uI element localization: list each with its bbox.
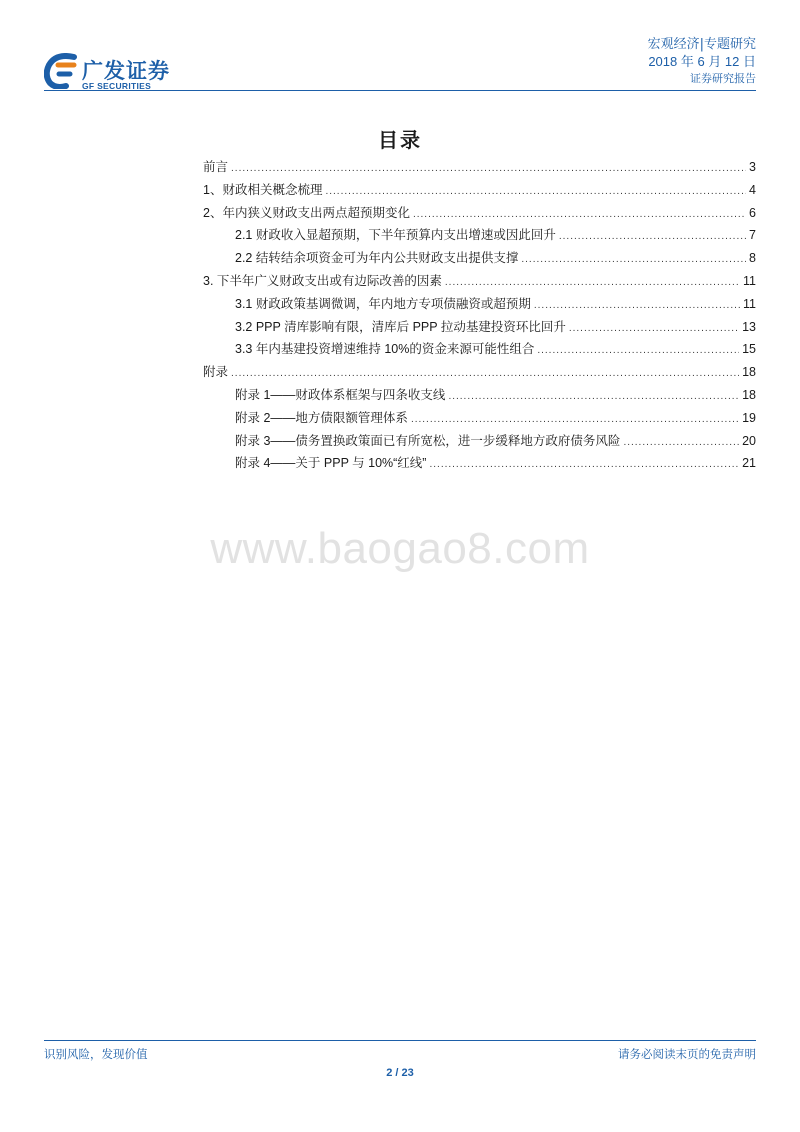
toc-entry[interactable] <box>203 362 756 385</box>
toc-leader-dots <box>559 231 746 242</box>
toc-entry-page: 21 <box>742 456 756 471</box>
toc-leader-dots <box>231 368 739 379</box>
report-date: 2018 年 6 月 12 日 <box>648 54 756 69</box>
footer-slogan: 识别风险，发现价值 <box>44 1047 148 1061</box>
company-logo <box>44 53 184 93</box>
toc-entry-page: 6 <box>749 205 756 220</box>
toc-entry-page: 11 <box>743 273 756 288</box>
toc-subentry[interactable] <box>203 248 756 271</box>
toc-entry-label: 附录 1——财政体系框架与四条收支线 <box>235 387 446 402</box>
page-number: 2 / 23 <box>386 1067 414 1079</box>
toc-leader-dots <box>448 391 739 402</box>
toc-leader-dots <box>411 414 739 425</box>
toc-leader-dots <box>413 209 746 220</box>
toc-entry-page: 13 <box>742 319 756 334</box>
toc-leader-dots <box>231 163 746 174</box>
toc-subentry[interactable] <box>203 339 756 362</box>
toc-entry-page: 7 <box>749 228 756 243</box>
toc-entry-page: 4 <box>749 182 756 197</box>
toc-entry-label: 3.3 年内基建投资增速维持 10%的资金来源可能性组合 <box>235 342 535 357</box>
footer-disclaimer-note: 请务必阅读末页的免责声明 <box>618 1047 756 1061</box>
toc-subentry[interactable] <box>203 453 756 476</box>
logo-chinese-name: 广发证券 <box>82 59 170 83</box>
watermark: www.baogao8.com <box>210 524 590 573</box>
toc-leader-dots <box>521 254 746 265</box>
toc-leader-dots <box>623 437 739 448</box>
toc-entry-label: 附录 2——地方债限额管理体系 <box>235 410 408 425</box>
toc-entry-label: 2.2 结转结余项资金可为年内公共财政支出提供支撑 <box>235 251 519 266</box>
toc-subentry[interactable] <box>203 408 756 431</box>
toc-subentry[interactable] <box>203 431 756 454</box>
gf-securities-logo-icon <box>44 53 78 89</box>
toc-leader-dots <box>445 277 740 288</box>
toc-entry-label: 2、年内狭义财政支出两点超预期变化 <box>203 205 410 220</box>
toc-entry-page: 3 <box>749 160 756 174</box>
report-category: 宏观经济|专题研究 <box>647 37 756 52</box>
toc-entry-label: 附录 4——关于 PPP 与 10%“红线” <box>235 456 427 471</box>
toc-entry-page: 15 <box>742 342 756 357</box>
footer-divider <box>44 1040 756 1041</box>
toc-subentry[interactable] <box>203 225 756 248</box>
toc-entry-label: 3.2 PPP 清库影响有限，清库后 PPP 拉动基建投资环比回升 <box>235 319 566 334</box>
toc-entry-label: 1、财政相关概念梳理 <box>203 182 323 197</box>
toc-entry[interactable] <box>203 157 756 180</box>
toc-title: 目录 <box>378 128 422 152</box>
toc-subentry[interactable] <box>203 385 756 408</box>
toc-entry-label: 3. 下半年广义财政支出或有边际改善的因素 <box>203 273 442 288</box>
toc-entry[interactable] <box>203 203 756 226</box>
toc-leader-dots <box>325 186 746 197</box>
toc-entry-page: 19 <box>742 410 756 425</box>
header-divider <box>44 90 756 91</box>
table-of-contents <box>203 157 756 476</box>
report-type: 证券研究报告 <box>690 72 756 85</box>
toc-entry-label: 前言 <box>203 160 229 174</box>
header-meta <box>648 36 756 87</box>
toc-entry-page: 18 <box>742 387 756 402</box>
toc-subentry[interactable] <box>203 294 756 317</box>
toc-entry[interactable] <box>203 180 756 203</box>
logo-english-name: GF SECURITIES <box>82 81 152 91</box>
toc-entry-page: 11 <box>743 296 756 311</box>
toc-leader-dots <box>569 323 739 334</box>
toc-entry-label: 3.1 财政政策基调微调，年内地方专项债融资或超预期 <box>235 296 531 311</box>
toc-entry-page: 20 <box>742 433 756 448</box>
toc-entry-label: 附录 3——债务置换政策面已有所宽松，进一步缓释地方政府债务风险 <box>235 433 621 448</box>
toc-entry-page: 18 <box>742 365 756 380</box>
toc-subentry[interactable] <box>203 317 756 340</box>
toc-entry-label: 附录 <box>203 365 229 380</box>
toc-leader-dots <box>534 300 740 311</box>
toc-leader-dots <box>537 345 739 356</box>
toc-leader-dots <box>429 459 739 470</box>
toc-entry[interactable] <box>203 271 756 294</box>
toc-entry-page: 8 <box>749 251 756 266</box>
toc-entry-label: 2.1 财政收入显超预期，下半年预算内支出增速或因此回升 <box>235 228 556 243</box>
